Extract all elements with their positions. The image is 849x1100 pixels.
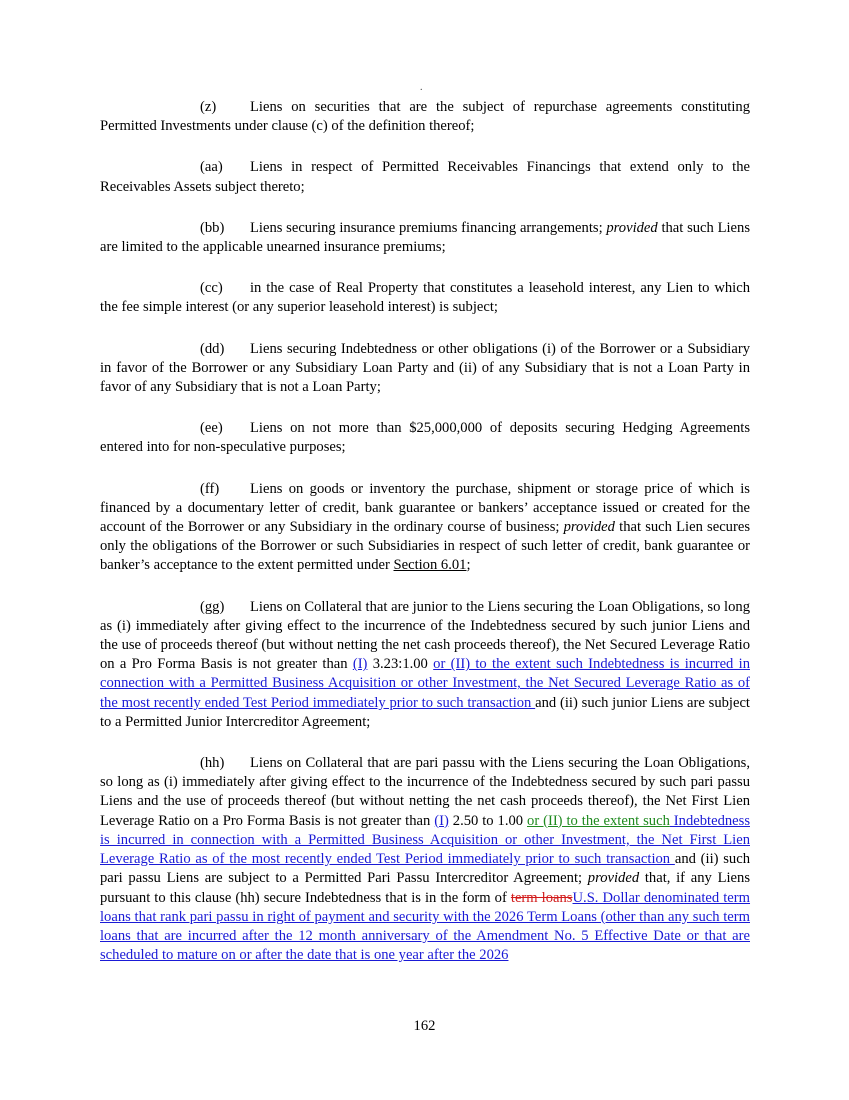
clause-paragraph bbox=[100, 480, 750, 576]
clause-text: and (ii) such junior Liens are subject to a Permitted Junior Intercreditor Agreement; bbox=[100, 694, 750, 730]
clause-text: in the case of Real Property that constitutes a leasehold interest, any Lien to which the fee simple interest (or any superior leasehold interest) is subject; bbox=[100, 280, 750, 316]
inserted-text: (I) bbox=[352, 656, 368, 673]
inserted-text: U.S. Dollar denominated term loans that rank pari passu in right of payment and security with the 2026 Term Loans (other than any such term loans that are incurred after the 12 month anniversary of the Amendment No. 5 Effective Date or that are scheduled to mature on or after the date that is one year after the 2026 bbox=[100, 889, 751, 964]
clause-text: 2.50 to 1.00 bbox=[448, 812, 528, 829]
stray-mark: . bbox=[420, 82, 423, 93]
clause-paragraph bbox=[100, 419, 750, 457]
deleted-text: term loans bbox=[510, 889, 573, 906]
clause-paragraph bbox=[100, 754, 750, 965]
clause-text: and (ii) such pari passu Liens are subject to a Permitted Pari Passu Intercreditor Agreement; bbox=[100, 851, 751, 887]
clause-label: (ff) bbox=[200, 480, 220, 497]
clause-paragraph bbox=[100, 340, 750, 398]
clause-label: (gg) bbox=[200, 598, 225, 615]
page-number: 162 bbox=[413, 1018, 436, 1034]
clause-label: (bb) bbox=[200, 219, 225, 236]
inserted-text: Indebtedness is incurred in connection with a Permitted Business Acquisition or other Investment, the Net First Lien Leverage Ratio as of the most recently ended Test Period immediately prior to such transaction bbox=[100, 812, 750, 868]
clause-label: (dd) bbox=[200, 340, 225, 357]
inserted-text: (I) bbox=[434, 812, 449, 829]
clause-paragraph bbox=[100, 598, 750, 732]
clause-text: Liens on not more than $25,000,000 of deposits securing Hedging Agreements entered into for non-speculative purposes; bbox=[100, 420, 750, 456]
inserted-text: or (II) to the extent such Indebtedness is incurred in connection with a Permitted Business Acquisition or other Investment, the Net Secured Leverage Ratio as of the most recently ended Test Period immediately prior to such transaction bbox=[100, 656, 750, 711]
clause-text: Liens on goods or inventory the purchase, shipment or storage price of which is financed by a documentary letter of credit, bank guarantee or bankers’ acceptance issued or created for the account of the Borrower or any Subsidiary in the ordinary course of business; bbox=[100, 480, 750, 536]
clause-text: that such Liens are limited to the applicable unearned insurance premiums; bbox=[100, 219, 750, 256]
clause-text: Liens securing Indebtedness or other obligations (i) of the Borrower or a Subsidiary in favor of the Borrower or any Subsidiary Loan Party and (ii) of any Subsidiary that is not a Loan Party in favor of any Subsidiary that is not a Loan Party; bbox=[100, 340, 750, 396]
emphasis-text: provided bbox=[563, 519, 615, 536]
cross-reference: Section 6.01 bbox=[393, 557, 467, 574]
emphasis-text: provided bbox=[606, 219, 658, 236]
clause-paragraph bbox=[100, 219, 750, 257]
clause-text: Liens on securities that are the subject of repurchase agreements constituting Permitted Investments under clause (c) of the definition thereof; bbox=[100, 99, 750, 135]
clause-label: (aa) bbox=[200, 159, 223, 176]
clause-label: (cc) bbox=[200, 280, 223, 297]
clause-label: (z) bbox=[200, 99, 217, 115]
clause-paragraph bbox=[100, 279, 750, 317]
clause-text: that, if any Liens pursuant to this clause (hh) secure Indebtedness that is in the form of bbox=[100, 870, 750, 906]
clause-paragraph bbox=[100, 158, 750, 196]
clause-text: Liens securing insurance premiums financing arrangements; bbox=[250, 219, 607, 236]
clause-text: that such Lien secures only the obligations of the Borrower or such Subsidiaries in respect of such letter of credit, bank guarantee or banker’s acceptance to the extent permitted under bbox=[100, 519, 750, 574]
clause-text: Liens in respect of Permitted Receivables Financings that extend only to the Receivables Assets subject thereto; bbox=[100, 159, 750, 195]
emphasis-text: provided bbox=[587, 870, 640, 887]
moved-text: or (II) to the extent such bbox=[527, 812, 670, 829]
clause-label: (ee) bbox=[200, 420, 223, 437]
clause-text: 3.23:1.00 bbox=[367, 656, 434, 673]
clause-text: Liens on Collateral that are junior to the Liens securing the Loan Obligations, so long as (i) immediately after giving effect to the incurrence of the Indebtedness secured by such junior Liens and the use of proceeds thereof (but without netting the net cash proceeds thereof), the Net Secured Leverage Ratio on a Pro Forma Basis is not greater than bbox=[100, 598, 750, 673]
clause-label: (hh) bbox=[200, 755, 225, 772]
clause-text: Liens on Collateral that are pari passu with the Liens securing the Loan Obligations, so long as (i) immediately after giving effect to the incurrence of the Indebtedness secured by such pari passu Liens and the use of proceeds thereof (but without netting the net cash proceeds thereof), the Net First Lien Leverage Ratio on a Pro Forma Basis is not greater than bbox=[100, 755, 750, 829]
clause-paragraph bbox=[100, 98, 750, 136]
document-body bbox=[100, 98, 750, 987]
clause-text: ; bbox=[466, 557, 471, 574]
